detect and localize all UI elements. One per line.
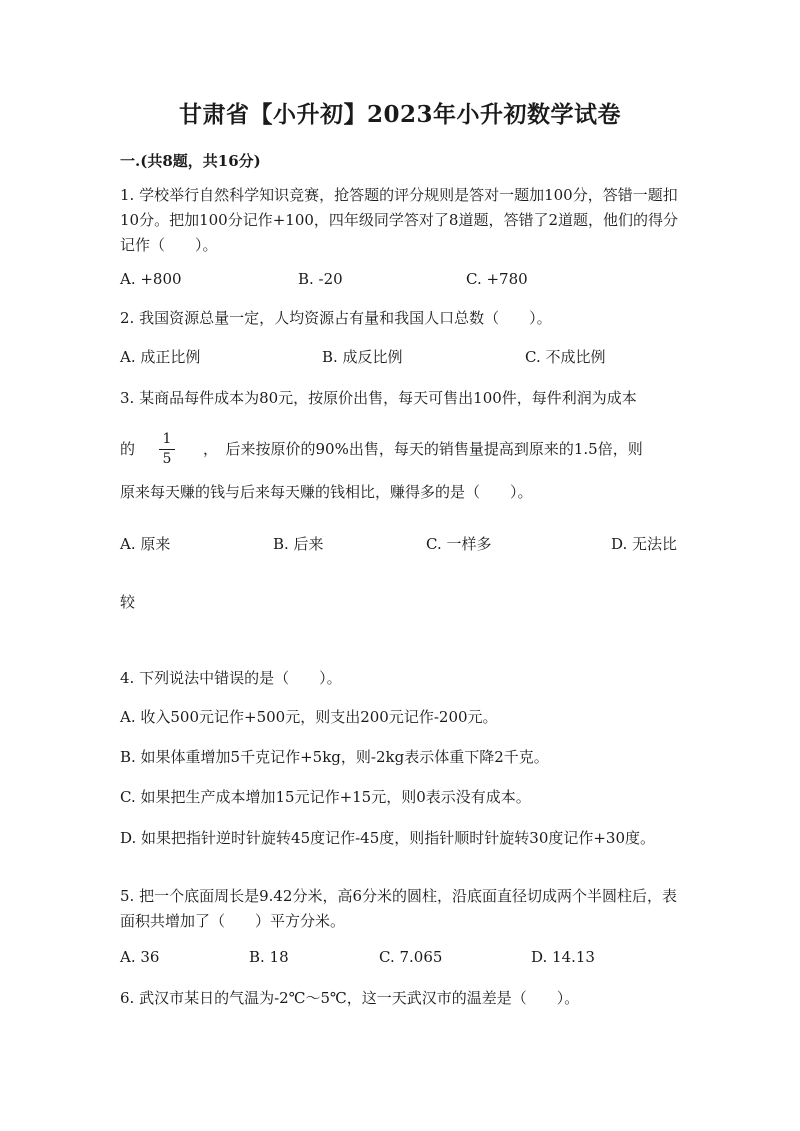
question-3-option-d-wrap: 较 [120, 593, 136, 611]
fraction-one-fifth [157, 431, 177, 468]
question-3-line-1: 3. 某商品每件成本为80元，按原价出售，每天可售出100件，每件利润为成本 [120, 389, 637, 407]
fraction-numerator: 1 [162, 431, 172, 447]
question-2-option-c: C. 不成比例 [525, 348, 606, 366]
question-3-option-d: D. 无法比 [611, 535, 678, 553]
question-5-option-d: D. 14.13 [531, 948, 595, 966]
question-1-text: 1. 学校举行自然科学知识竞赛，抢答题的评分规则是答对一题加100分，答错一题扣10分。把加100分记作+100，四年级同学答对了8道题，答错了2道题，他们的得分记作（ ）。 [120, 186, 679, 254]
question-4-option-c: C. 如果把生产成本增加15元记作+15元，则0表示没有成本。 [120, 788, 531, 806]
question-3-option-c: C. 一样多 [426, 535, 492, 553]
exam-title: 甘肃省【小升初】2023年小升初数学试卷 [178, 101, 621, 128]
question-1-option-c: C. +780 [466, 270, 528, 288]
question-1-option-a: A. +800 [120, 270, 182, 288]
question-3-option-a: A. 原来 [120, 535, 171, 553]
question-3-option-b: B. 后来 [273, 535, 324, 553]
question-4-text: 4. 下列说法中错误的是（ ）。 [120, 669, 342, 687]
fraction-bar [159, 449, 175, 450]
question-5-option-b: B. 18 [249, 948, 289, 966]
question-5-option-a: A. 36 [120, 948, 160, 966]
question-3-line-3: 原来每天赚的钱与后来每天赚的钱相比，赚得多的是（ ）。 [120, 483, 533, 501]
question-6-text: 6. 武汉市某日的气温为-2℃～5℃，这一天武汉市的温差是（ ）。 [120, 989, 580, 1007]
question-5-option-c: C. 7.065 [379, 948, 443, 966]
question-4-option-b: B. 如果体重增加5千克记作+5kg，则-2kg表示体重下降2千克。 [120, 748, 549, 766]
question-5-text: 5. 把一个底面周长是9.42分米，高6分米的圆柱，沿底面直径切成两个半圆柱后，表面积共增加了（ ）平方分米。 [120, 887, 678, 930]
question-2-text: 2. 我国资源总量一定，人均资源占有量和我国人口总数（ ）。 [120, 309, 552, 327]
fraction-denominator: 5 [162, 451, 172, 467]
question-3-line-2: ， 后来按原价的90%出售，每天的销售量提高到原来的1.5倍，则 [203, 440, 643, 458]
question-4-option-a: A. 收入500元记作+500元，则支出200元记作-200元。 [120, 708, 498, 726]
question-1-option-b: B. -20 [298, 270, 343, 288]
question-3-lead: 的 [120, 440, 136, 458]
section-heading: 一.(共8题，共16分) [120, 152, 261, 170]
question-2-option-b: B. 成反比例 [322, 348, 403, 366]
question-2-option-a: A. 成正比例 [120, 348, 201, 366]
question-4-option-d: D. 如果把指针逆时针旋转45度记作-45度，则指针顺时针旋转30度记作+30度。 [120, 829, 656, 847]
